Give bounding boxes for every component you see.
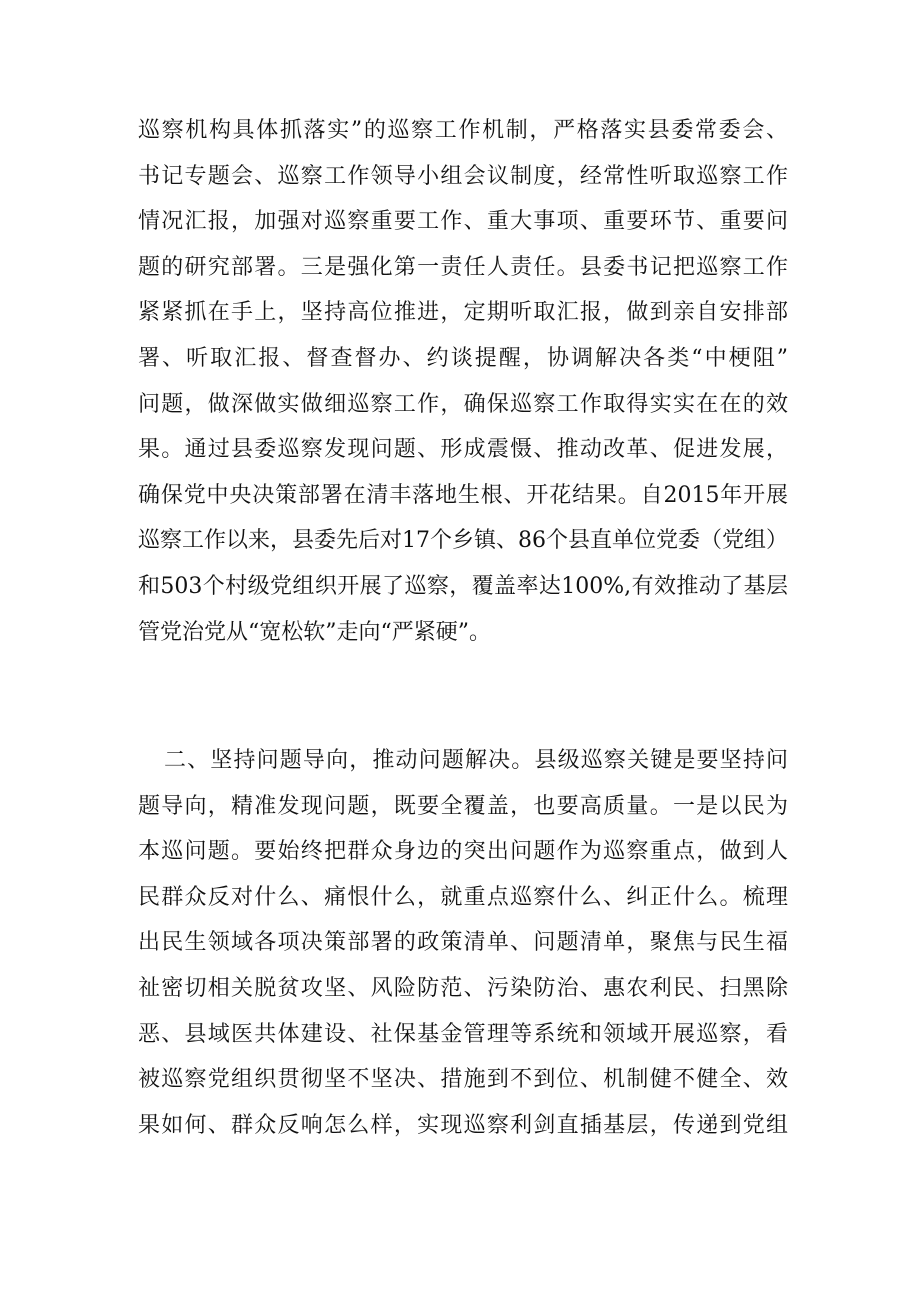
paragraph-2: [138, 738, 788, 1148]
text-line: 题导向，精准发现问题，既要全覆盖，也要高质量。一是以民为: [138, 793, 788, 819]
text-line: 情况汇报，加强对巡察重要工作、重大事项、重要环节、重要问: [138, 209, 788, 235]
text-line: 署、听取汇报、督查督办、约谈提醒，协调解决各类“中梗阻”: [138, 345, 788, 371]
text-line: 被巡察党组织贯彻坚不坚决、措施到不到位、机制健不健全、效: [138, 1067, 788, 1093]
text-line: 果如何、群众反响怎么样，实现巡察利剑直插基层，传递到党组: [138, 1112, 788, 1138]
text-line: 祉密切相关脱贫攻坚、风险防范、污染防治、惠农利民、扫黑除: [138, 975, 788, 1001]
text-line: 和503个村级党组织开展了巡察，覆盖率达100%,有效推动了基层: [138, 573, 788, 599]
text-line: 管党治党从“宽松软”走向“严紧硬”。: [138, 619, 491, 645]
text-line: 书记专题会、巡察工作领导小组会议制度，经常性听取巡察工作: [138, 163, 788, 189]
text-line: 本巡问题。要始终把群众身边的突出问题作为巡察重点，做到人: [138, 839, 788, 865]
text-line: 题的研究部署。三是强化第一责任人责任。县委书记把巡察工作: [138, 254, 788, 280]
text-line: 民群众反对什么、痛恨什么，就重点巡察什么、纠正什么。梳理: [138, 884, 788, 910]
text-line: 紧紧抓在手上，坚持高位推进，定期听取汇报，做到亲自安排部: [138, 300, 788, 326]
text-line: 恶、县域医共体建设、社保基金管理等系统和领域开展巡察，看: [138, 1021, 788, 1047]
text-line: 巡察工作以来，县委先后对17个乡镇、86个县直单位党委（党组）: [138, 528, 788, 554]
text-line: 出民生领域各项决策部署的政策清单、问题清单，聚焦与民生福: [138, 930, 788, 956]
text-line: 二、坚持问题导向，推动问题解决。县级巡察关键是要坚持问: [164, 748, 788, 773]
text-line: 果。通过县委巡察发现问题、形成震慑、推动改革、促进发展，: [138, 437, 788, 463]
paragraph-1: [138, 108, 788, 655]
text-line: 确保党中央决策部署在清丰落地生根、开花结果。自2015年开展: [138, 482, 788, 508]
text-line: 巡察机构具体抓落实”的巡察工作机制，严格落实县委常委会、: [138, 118, 788, 143]
text-line: 问题，做深做实做细巡察工作，确保巡察工作取得实实在在的效: [138, 391, 788, 417]
